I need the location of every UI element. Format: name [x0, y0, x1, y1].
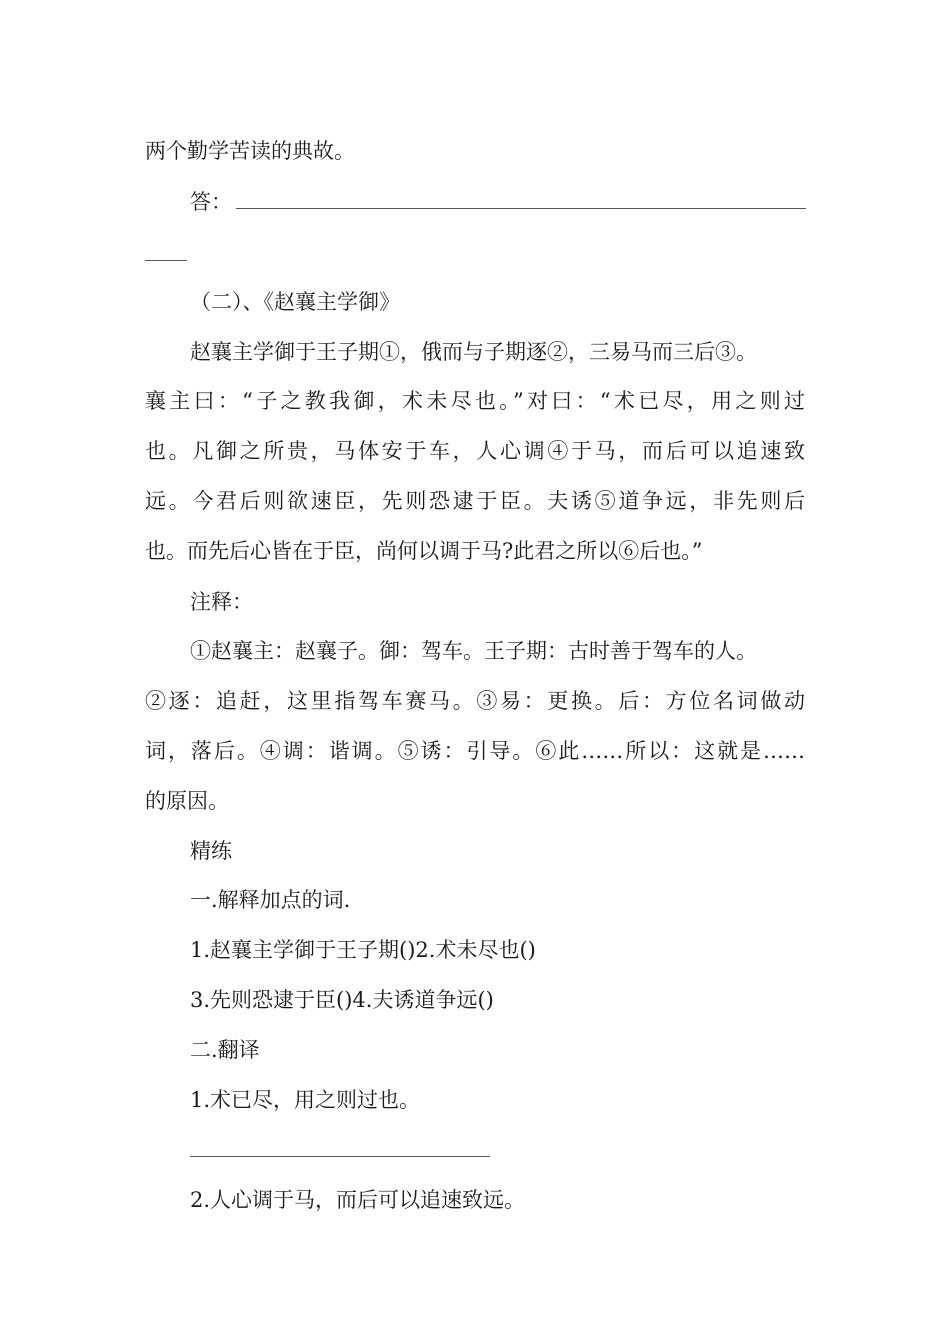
practice-label: 精练 — [190, 839, 232, 863]
q2-heading: 二.翻译 — [190, 1038, 260, 1062]
passage-line-5: 也。而先后心皆在于臣，尚何以调于马?此君之所以⑥后也。” — [145, 539, 703, 563]
q2-item-1: 1.术已尽，用之则过也。 — [190, 1088, 421, 1112]
notes-label: 注释： — [190, 590, 253, 614]
continuation-text: 两个勤学苦读的典故。 — [145, 139, 355, 163]
passage-line-2: 襄主曰：“子之教我御，术未尽也。”对曰：“术已尽，用之则过 — [145, 389, 805, 413]
answer-blank-line-continued[interactable] — [145, 260, 187, 261]
note-line-4: 的原因。 — [145, 789, 229, 813]
q2-answer-blank-line[interactable] — [190, 1156, 490, 1157]
note-line-2: ②逐：追赶，这里指驾车赛马。③易：更换。后：方位名词做动 — [145, 689, 805, 713]
passage-line-3: 也。凡御之所贵，马体安于车，人心调④于马，而后可以追速致 — [145, 439, 805, 463]
q1-heading: 一.解释加点的词. — [190, 888, 351, 912]
section-title: （二）、《赵襄主学御》 — [190, 290, 400, 314]
passage-line-1: 赵襄主学御于王子期①，俄而与子期逐②，三易马而三后③。 — [190, 340, 757, 364]
passage-line-4: 远。今君后则欲速臣，先则恐逮于臣。夫诱⑤道争远，非先则后 — [145, 489, 805, 513]
q1-item-row-2: 3.先则恐逮于臣()4.夫诱道争远() — [190, 988, 494, 1012]
note-line-1: ①赵襄主：赵襄子。御：驾车。王子期：古时善于驾车的人。 — [190, 639, 757, 663]
q1-item-row-1: 1.赵襄主学御于王子期()2.术未尽也() — [190, 938, 536, 962]
q2-item-2: 2.人心调于马，而后可以追速致远。 — [190, 1188, 526, 1212]
note-line-3: 词，落后。④调：谐调。⑤诱：引导。⑥此……所以：这就是…… — [145, 739, 805, 763]
answer-blank-line[interactable] — [236, 208, 806, 209]
answer-label: 答： — [190, 190, 232, 214]
